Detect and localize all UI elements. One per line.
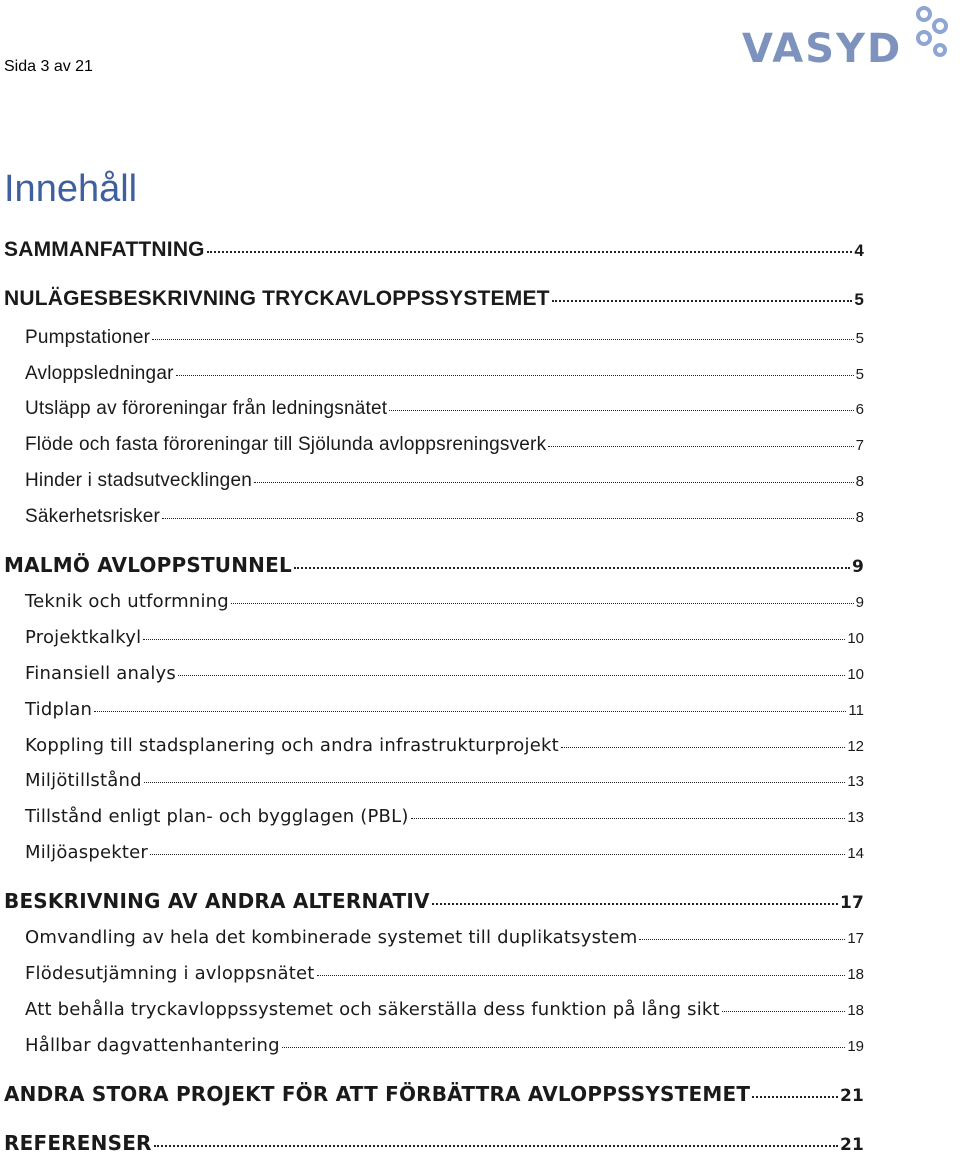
dot-leader xyxy=(282,1047,846,1048)
toc-entry-title: Flöde och fasta föroreningar till Sjölunda avloppsreningsverk xyxy=(25,434,547,455)
toc-entry-page: 10 xyxy=(847,666,864,683)
toc-entry-page: 17 xyxy=(847,930,864,947)
toc-entry-hinder[interactable] xyxy=(25,470,864,492)
dot-leader xyxy=(162,518,854,519)
toc-entry-utslapp[interactable] xyxy=(25,398,864,420)
toc-entry-page: 9 xyxy=(855,594,864,611)
dot-leader xyxy=(752,1096,838,1098)
toc-entry-andra-stora-projekt[interactable] xyxy=(4,1082,864,1106)
dot-leader xyxy=(207,251,853,253)
toc-entry-page: 11 xyxy=(848,702,864,719)
toc-entry-malmo-avloppstunnel[interactable] xyxy=(4,553,864,577)
toc-entry-referenser[interactable] xyxy=(4,1131,864,1155)
dot-leader xyxy=(317,975,846,976)
toc-entry-title: SAMMANFATTNING xyxy=(4,238,205,261)
toc-entry-miljoaspekter[interactable] xyxy=(25,842,864,863)
dot-leader xyxy=(176,375,854,376)
toc-entry-title: MALMÖ AVLOPPSTUNNEL xyxy=(4,553,292,577)
dot-leader xyxy=(561,747,845,748)
toc-entry-title: Flödesutjämning i avloppsnätet xyxy=(25,963,315,984)
toc-entry-dagvattenhantering[interactable] xyxy=(25,1035,864,1056)
toc-entry-title: Koppling till stadsplanering och andra infrastrukturprojekt xyxy=(25,735,559,756)
dot-leader xyxy=(178,675,845,676)
toc-entry-title: Tidplan xyxy=(25,699,93,720)
dot-leader xyxy=(389,410,853,411)
toc-entry-page: 8 xyxy=(855,509,864,526)
dot-leader xyxy=(231,603,854,604)
toc-entry-page: 4 xyxy=(854,241,864,260)
toc-entry-page: 21 xyxy=(839,1086,864,1106)
toc-entry-page: 7 xyxy=(855,437,864,454)
dot-leader xyxy=(639,939,845,940)
toc-entry-tidplan[interactable] xyxy=(25,699,864,720)
toc-entry-title: Att behålla tryckavloppssystemet och säkerställa dess funktion på lång sikt xyxy=(25,999,720,1020)
dot-leader xyxy=(154,1145,838,1147)
vasyd-logo xyxy=(742,4,960,74)
toc-entry-title: Finansiell analys xyxy=(25,663,176,684)
dot-leader xyxy=(552,300,853,302)
toc-entry-teknik[interactable] xyxy=(25,591,864,612)
toc-entry-omvandling[interactable] xyxy=(25,927,864,948)
toc-entry-title: Pumpstationer xyxy=(25,327,151,348)
toc-entry-avloppsledningar[interactable] xyxy=(25,363,864,385)
toc-entry-page: 5 xyxy=(855,366,864,383)
dot-leader xyxy=(144,782,846,783)
toc-entry-title: Teknik och utformning xyxy=(25,591,229,612)
dot-leader xyxy=(152,339,854,340)
logo-mark-icon xyxy=(902,4,960,60)
toc-entry-title: Omvandling av hela det kombinerade systemet till duplikatsystem xyxy=(25,927,638,948)
toc-entry-page: 18 xyxy=(847,1002,864,1019)
toc-entry-title: Projektkalkyl xyxy=(25,627,142,648)
dot-leader xyxy=(432,903,838,905)
logo-wordmark: VASYD xyxy=(742,26,903,72)
toc-entry-flode[interactable] xyxy=(25,434,864,456)
toc-entry-title: Avloppsledningar xyxy=(25,363,174,384)
toc-entry-title: NULÄGESBESKRIVNING TRYCKAVLOPPSSYSTEMET xyxy=(4,287,550,310)
toc-entry-page: 17 xyxy=(839,893,864,913)
toc-entry-page: 5 xyxy=(854,290,864,309)
toc-heading: Innehåll xyxy=(4,168,138,210)
dot-leader xyxy=(294,567,850,569)
toc-entry-title: Miljöaspekter xyxy=(25,842,149,863)
toc-entry-title: Hållbar dagvattenhantering xyxy=(25,1035,280,1056)
toc-entry-andra-alternativ[interactable] xyxy=(4,889,864,913)
toc-entry-title: Utsläpp av föroreningar från ledningsnätet xyxy=(25,398,388,419)
toc-entry-page: 6 xyxy=(855,401,864,418)
toc-entry-page: 10 xyxy=(847,630,864,647)
toc-entry-koppling[interactable] xyxy=(25,735,864,756)
toc-entry-page: 13 xyxy=(847,809,864,826)
page-number: Sida 3 av 21 xyxy=(4,58,93,75)
toc-entry-finansiell-analys[interactable] xyxy=(25,663,864,684)
toc-entry-title: BESKRIVNING AV ANDRA ALTERNATIV xyxy=(4,889,430,913)
dot-leader xyxy=(150,854,845,855)
toc-entry-page: 14 xyxy=(847,845,864,862)
toc-entry-miljotillstand[interactable] xyxy=(25,770,864,791)
toc-entry-page: 8 xyxy=(855,473,864,490)
toc-entry-nulagesbeskrivning[interactable] xyxy=(4,287,864,311)
toc-entry-projektkalkyl[interactable] xyxy=(25,627,864,648)
toc-entry-page: 12 xyxy=(847,738,864,755)
toc-entry-page: 19 xyxy=(847,1038,864,1055)
toc-entry-title: REFERENSER xyxy=(4,1131,152,1155)
toc-entry-sammanfattning[interactable] xyxy=(4,238,864,262)
toc-entry-flodesutjamning[interactable] xyxy=(25,963,864,984)
toc-entry-tillstand-pbl[interactable] xyxy=(25,806,864,827)
dot-leader xyxy=(411,818,846,819)
dot-leader xyxy=(254,482,854,483)
toc-entry-title: Tillstånd enligt plan- och bygglagen (PBL) xyxy=(25,806,409,827)
toc-entry-title: ANDRA STORA PROJEKT FÖR ATT FÖRBÄTTRA AVLOPPSSYSTEMET xyxy=(4,1082,751,1106)
dot-leader xyxy=(548,446,853,447)
toc-entry-title: Hinder i stadsutvecklingen xyxy=(25,470,252,491)
toc-entry-page: 18 xyxy=(847,966,864,983)
dot-leader xyxy=(143,639,845,640)
toc-entry-sakerhetsrisker[interactable] xyxy=(25,506,864,528)
dot-leader xyxy=(722,1011,846,1012)
dot-leader xyxy=(94,711,846,712)
toc-entry-page: 5 xyxy=(855,330,864,347)
toc-entry-page: 21 xyxy=(839,1135,864,1155)
toc-entry-behalla-tryckavlopp[interactable] xyxy=(25,999,864,1020)
toc-entry-title: Säkerhetsrisker xyxy=(25,506,160,527)
toc-entry-page: 13 xyxy=(847,773,864,790)
toc-entry-page: 9 xyxy=(851,557,864,577)
toc-entry-pumpstationer[interactable] xyxy=(25,327,864,349)
toc-entry-title: Miljötillstånd xyxy=(25,770,142,791)
